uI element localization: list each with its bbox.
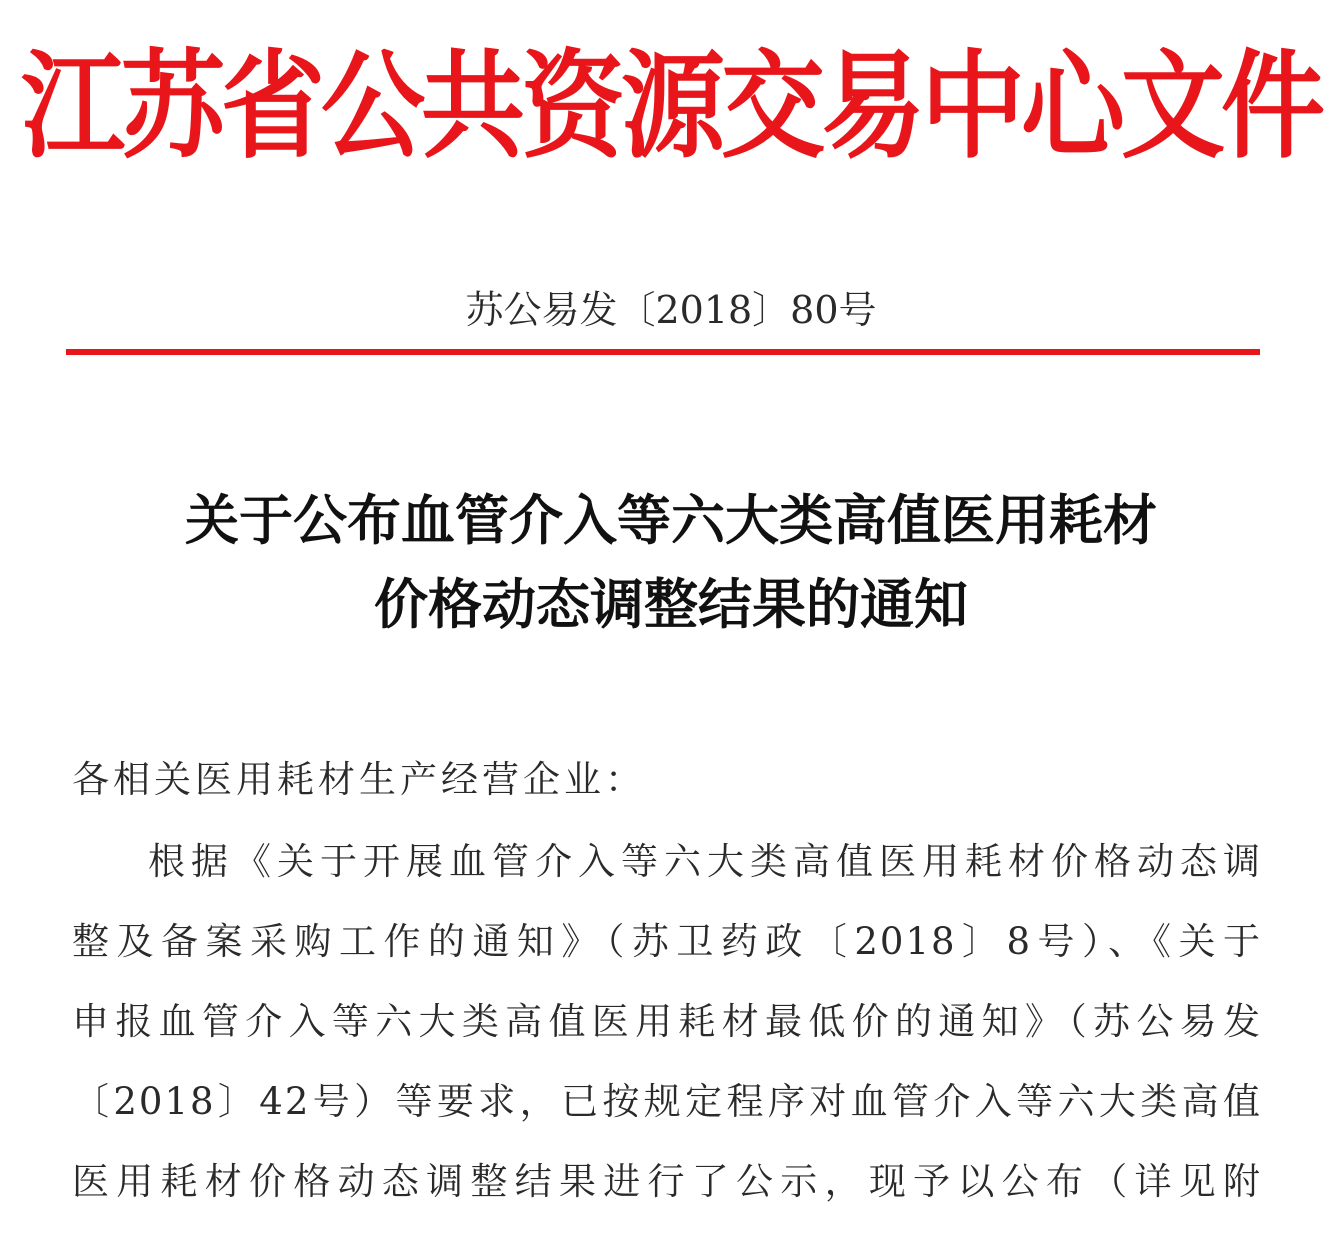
body-line: 〔2018〕42号）等要求，已按规定程序对血管介入等六大类高值 xyxy=(72,1080,1262,1123)
body-line: 整及备案采购工作的通知》（苏卫药政〔2018〕8号）、《关于 xyxy=(72,920,1262,963)
document-number: 苏公易发〔2018〕80号 xyxy=(465,288,877,332)
red-divider-line xyxy=(66,349,1260,355)
body-line: 根据《关于开展血管介入等六大类高值医用耗材价格动态调 xyxy=(148,840,1262,883)
notice-title-line: 关于公布血管介入等六大类高值医用耗材 xyxy=(185,488,1157,552)
body-paragraph xyxy=(72,830,1262,1230)
salutation: 各相关医用耗材生产经营企业： xyxy=(72,758,646,801)
notice-title xyxy=(0,478,1342,646)
body-line: 医用耗材价格动态调整结果进行了公示，现予以公布（详见附 xyxy=(72,1160,1262,1203)
masthead-title: 江苏省公共资源交易中心文件 xyxy=(20,36,1321,175)
notice-title-line: 价格动态调整结果的通知 xyxy=(374,572,968,636)
body-line: 申报血管介入等六大类高值医用耗材最低价的通知》（苏公易发 xyxy=(72,1000,1262,1043)
